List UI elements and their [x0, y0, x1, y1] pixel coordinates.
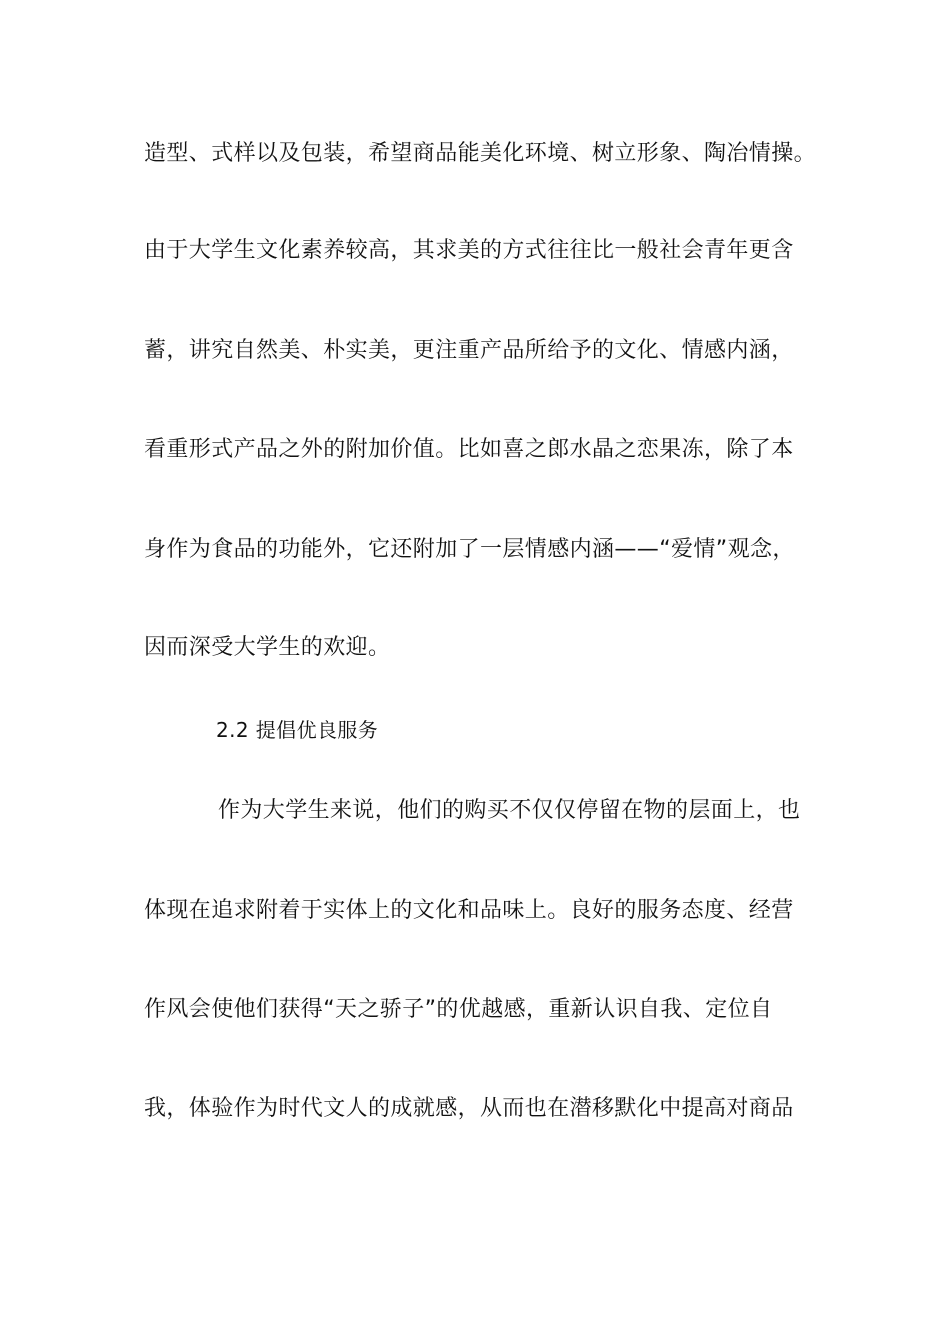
- paragraph-line: 由于大学生文化素养较高，其求美的方式往往比一般社会青年更含: [144, 238, 794, 263]
- paragraph-line: 作为大学生来说，他们的购买不仅仅停留在物的层面上，也: [218, 798, 801, 823]
- paragraph-line: 我，体验作为时代文人的成就感，从而也在潜移默化中提高对商品: [144, 1096, 794, 1121]
- paragraph-line: 体现在追求附着于实体上的文化和品味上。良好的服务态度、经营: [144, 898, 794, 923]
- paragraph-line: 蓄，讲究自然美、朴实美，更注重产品所给予的文化、情感内涵，: [144, 338, 794, 363]
- paragraph-line: 身作为食品的功能外，它还附加了一层情感内涵——“爱情”观念，: [144, 537, 795, 562]
- paragraph-line: 造型、式样以及包装，希望商品能美化环境、树立形象、陶冶情操。: [144, 141, 817, 166]
- section-heading: 2.2 提倡优良服务: [216, 718, 379, 742]
- paragraph-line: 看重形式产品之外的附加价值。比如喜之郎水晶之恋果冻，除了本: [144, 437, 794, 462]
- paragraph-line: 作风会使他们获得“天之骄子”的优越感，重新认识自我、定位自: [144, 997, 773, 1022]
- paragraph-line: 因而深受大学生的欢迎。: [144, 635, 391, 660]
